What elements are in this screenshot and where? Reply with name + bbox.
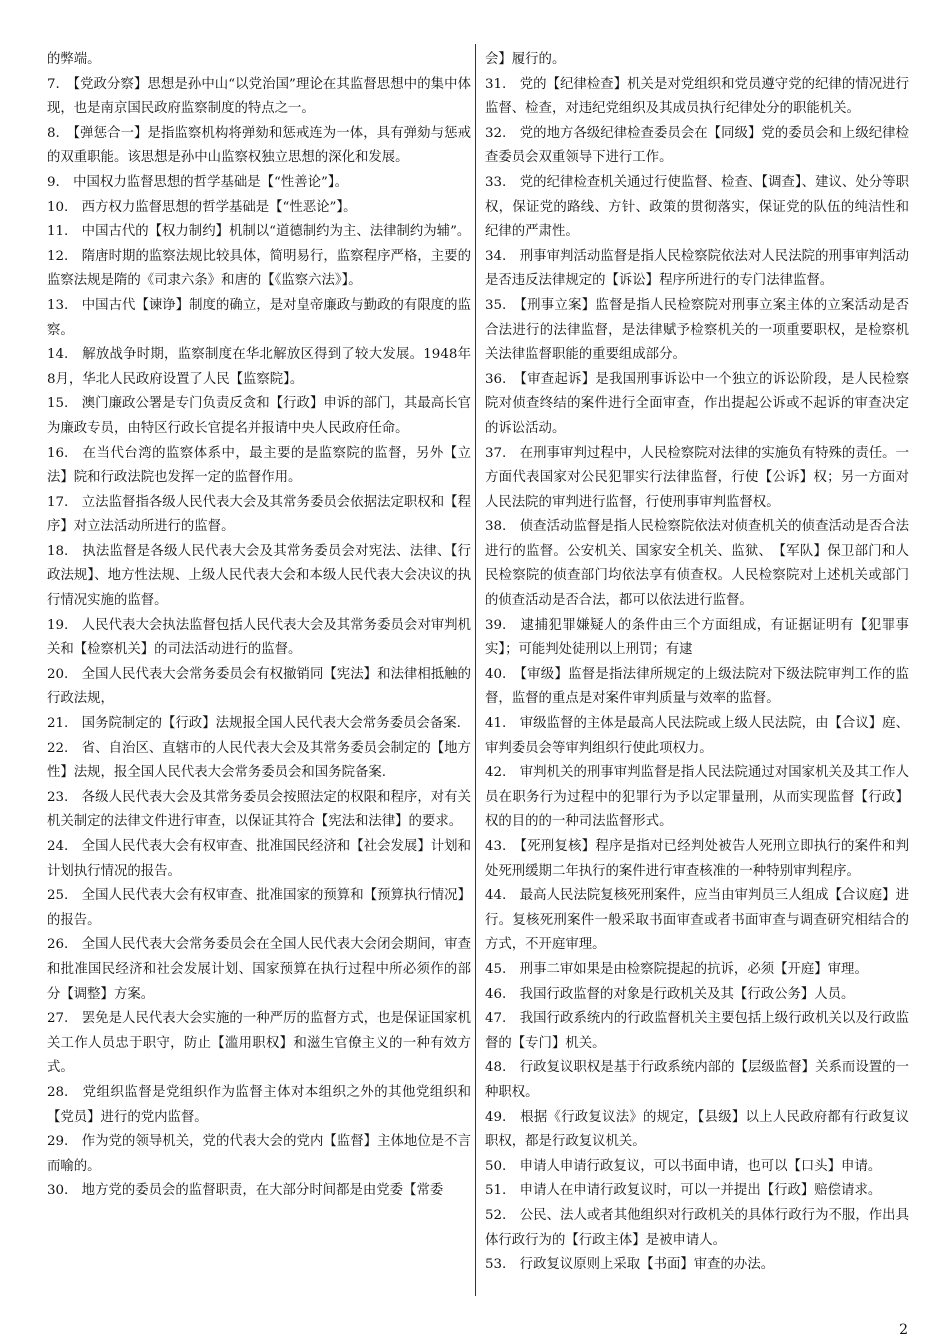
- item: 45. 刑事二审如果是由检察院提起的抗诉，必须【开庭】审理。: [485, 961, 868, 977]
- left-column: [47, 48, 471, 1204]
- item: 的弊端。: [47, 52, 101, 67]
- item: 46. 我国行政监督的对象是行政机关及其【行政公务】人员。: [485, 986, 855, 1002]
- item: 14. 解放战争时期，监察制度在华北解放区得到了较大发展。1948年8月，华北人民政府设置了人民【监察院】。: [47, 347, 471, 387]
- page-number: 2: [899, 1322, 908, 1338]
- item: 21. 国务院制定的【行政】法规报全国人民代表大会常务委员会备案.: [47, 716, 461, 732]
- item: 27. 罢免是人民代表大会实施的一种严厉的监督方式，也是保证国家机关工作人员忠于职守，防止【滥用职权】和滋生官僚主义的一种有效方式。: [47, 1011, 471, 1076]
- item: 23. 各级人民代表大会及其常务委员会按照法定的权限和程序，对有关机关制定的法律文件进行审查，以保证其符合【宪法和法律】的要求。: [47, 789, 471, 830]
- right-column: [485, 48, 909, 1278]
- item: 47. 我国行政系统内的行政监督机关主要包括上级行政机关以及行政监督的【专门】机关。: [485, 1011, 909, 1051]
- item: 11. 中国古代的【权力制约】机制以“道德制约为主、法律制约为辅”。: [47, 224, 471, 240]
- item: 20. 全国人民代表大会常务委员会有权撤销同【宪法】和法律相抵触的行政法规，: [47, 666, 471, 707]
- item: 15. 澳门廉政公署是专门负责反贪和【行政】申诉的部门，其最高长官为廉政专员，由特区行政长官提名并报请中央人民政府任命。: [47, 396, 471, 436]
- item: 38. 侦查活动监督是指人民检察院依法对侦查机关的侦查活动是否合法进行的监督。公安机关、国家安全机关、监狱、 【军队】保卫部门和人民检察院的侦查部门均依法享有侦查权。人民检察院对上述机关或部门的侦查活动是否合法，都可以依法进行监督。: [485, 519, 909, 609]
- item: 50. 申请人申请行政复议，可以书面申请，也可以【口头】申请。: [485, 1158, 882, 1174]
- item: 7. 【党政分察】思想是孙中山“以党治国”理论在其监督思想中的集中体现，也是南京国民政府监察制度的特点之一。: [47, 76, 471, 117]
- item: 29. 作为党的领导机关，党的代表大会的党内【监督】主体地位是不言而喻的。: [47, 1134, 471, 1174]
- item: 16. 在当代台湾的监察体系中，最主要的是监察院的监督，另外【立法】院和行政法院也发挥一定的监督作用。: [47, 445, 471, 486]
- item: 8. 【弹惩合一】是指监察机构将弹劾和惩戒连为一体，具有弹劾与惩戒的双重职能。该思想是孙中山监察权独立思想的深化和发展。: [47, 125, 471, 166]
- item: 25. 全国人民代表大会有权审查、批准国家的预算和【预算执行情况】的报告。: [47, 888, 471, 928]
- item: 13. 中国古代【谏诤】制度的确立，是对皇帝廉政与勤政的有限度的监察。: [47, 297, 471, 338]
- item: 48. 行政复议职权是基于行政系统内部的【层级监督】关系而设置的一种职权。: [485, 1060, 909, 1100]
- item: 31. 党的【纪律检查】机关是对党组织和党员遵守党的纪律的情况进行监督、检查，对违纪党组织及其成员执行纪律处分的职能机关。: [485, 76, 909, 117]
- item: 52. 公民、法人或者其他组织对行政机关的具体行政行为不服，作出具体行政行为的【行政主体】是被申请人。: [485, 1207, 909, 1248]
- column-divider: [475, 44, 476, 1296]
- item: 17. 立法监督指各级人民代表大会及其常务委员会依据法定职权和【程序】对立法活动所进行的监督。: [47, 494, 471, 535]
- item: 12. 隋唐时期的监察法规比较具体，简明易行，监察程序严格，主要的监察法规是隋的《司隶六条》和唐的【《监察六法》】。: [47, 248, 471, 289]
- item: 51. 申请人在申请行政复议时，可以一并提出【行政】赔偿请求。: [485, 1183, 882, 1199]
- item: 32. 党的地方各级纪律检查委员会在【同级】党的委员会和上级纪律检查委员会双重领导下进行工作。: [485, 125, 909, 166]
- item: 43. 【死刑复核】程序是指对已经判处被告人死刑立即执行的案件和判处死刑缓期二年执行的案件进行审查核准的一种特别审判程序。: [485, 839, 909, 879]
- item: 33. 党的纪律检查机关通过行使监督、检查、【调查】、建议、处分等职权，保证党的路线、方针、政策的贯彻落实，保证党的队伍的纯洁性和纪律的严肃性。: [485, 174, 909, 240]
- item: 39. 逮捕犯罪嫌疑人的条件由三个方面组成，有证据证明有【犯罪事实】；可能判处徒刑以上刑罚；有逮: [485, 617, 909, 658]
- item: 35. 【刑事立案】监督是指人民检察院对刑事立案主体的立案活动是否合法进行的法律监督，是法律赋予检察机关的一项重要职权，是检察机关法律监督职能的重要组成部分。: [485, 297, 909, 363]
- item: 30. 地方党的委员会的监督职责，在大部分时间都是由党委【常委: [47, 1183, 444, 1199]
- item: 34. 刑事审判活动监督是指人民检察院依法对人民法院的刑事审判活动是否违反法律规定的【诉讼】程序所进行的专门法律监督。: [485, 248, 909, 289]
- item: 18. 执法监督是各级人民代表大会及其常务委员会对宪法、法律、【行政法规】、地方性法规、上级人民代表大会和本级人民代表大会决议的执行情况实施的监督。: [47, 543, 471, 609]
- item: 10. 西方权力监督思想的哲学基础是【“性恶论”】。: [47, 199, 357, 215]
- item: 40. 【审级】监督是指法律所规定的上级法院对下级法院审判工作的监督，监督的重点是对案件审判质量与效率的监督。: [485, 666, 909, 707]
- item: 41. 审级监督的主体是最高人民法院或上级人民法院，由【合议】庭、审判委员会等审判组织行使此项权力。: [485, 716, 909, 756]
- item: 53. 行政复议原则上采取【书面】审查的办法。: [485, 1257, 775, 1273]
- item: 24. 全国人民代表大会有权审查、批准国民经济和【社会发展】计划和计划执行情况的报告。: [47, 839, 471, 879]
- item: 26. 全国人民代表大会常务委员会在全国人民代表大会闭会期间，审查和批准国民经济和社会发展计划、国家预算在执行过程中所必须作的部分【调整】方案。: [47, 937, 471, 1002]
- item: 9. 中国权力监督思想的哲学基础是【“性善论”】。: [47, 174, 348, 190]
- item: 42. 审判机关的刑事审判监督是指人民法院通过对国家机关及其工作人员在职务行为过程中的犯罪行为予以定罪量刑，从而实现监督【行政】权的目的的一种司法监督形式。: [485, 765, 909, 830]
- item: 49. 根据《行政复议法》的规定，【县级】以上人民政府都有行政复议职权，都是行政复议机关。: [485, 1109, 909, 1150]
- item: 19. 人民代表大会执法监督包括人民代表大会及其常务委员会对审判机关和【检察机关】的司法活动进行的监督。: [47, 617, 471, 658]
- item: 28. 党组织监督是党组织作为监督主体对本组织之外的其他党组织和【党员】进行的党内监督。: [47, 1084, 471, 1125]
- item: 22. 省、自治区、直辖市的人民代表大会及其常务委员会制定的【地方性】法规，报全国人民代表大会常务委员会和国务院备案.: [47, 740, 471, 781]
- item: 会】履行的。: [485, 52, 566, 67]
- item: 37. 在刑事审判过程中，人民检察院对法律的实施负有特殊的责任。一方面代表国家对公民犯罪实行法律监督，行使【公诉】权；另一方面对人民法院的审判进行监督，行使刑事审判监督权。: [485, 445, 909, 510]
- item: 44. 最高人民法院复核死刑案件，应当由审判员三人组成【合议庭】进行。复核死刑案件一般采取书面审查或者书面审查与调查研究相结合的方式，不开庭审理。: [485, 888, 909, 953]
- item: 36. 【审查起诉】是我国刑事诉讼中一个独立的诉讼阶段，是人民检察院对侦查终结的案件进行全面审查，作出提起公诉或不起诉的审查决定的诉讼活动。: [485, 371, 909, 436]
